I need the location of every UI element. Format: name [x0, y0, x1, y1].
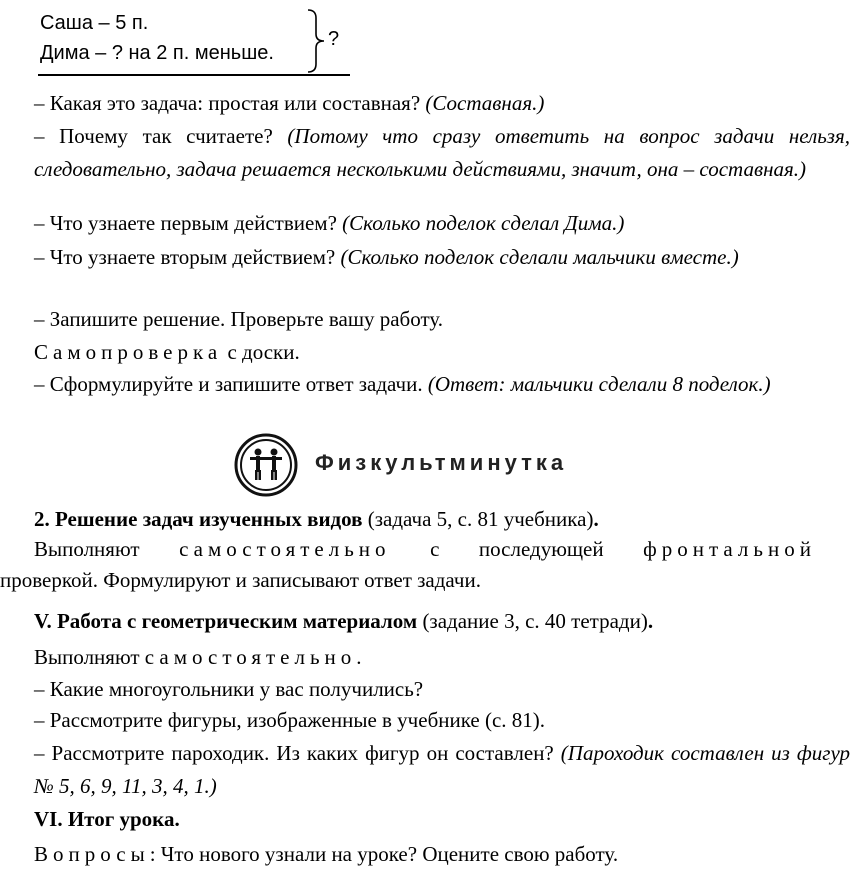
question-text: – Что узнаете вторым действием? [34, 245, 336, 269]
answer-text: (Сколько поделок сделал Дима.) [342, 211, 625, 235]
section-title: V. Работа с геометрическим материалом [34, 609, 418, 633]
section-5-q2 [0, 704, 850, 737]
dialog-q3 [0, 207, 850, 240]
answer-text: (Потому что сразу ответить на вопрос задачи нельзя, следовательно, задача решается несколькими действиями, значит, она – составная.) [34, 124, 850, 181]
section-end: . [647, 609, 654, 633]
physical-break-label: Физкультминутка [315, 450, 568, 475]
answer-text: (Ответ: мальчики сделали 8 поделок.) [427, 372, 771, 396]
question-text: – Сформулируйте и запишите ответ задачи. [34, 372, 423, 396]
word: с [430, 537, 440, 561]
section-end: . [593, 507, 599, 531]
section-ref: (задача 5, с. 81 учебника) [362, 507, 594, 531]
task-question-mark: ? [328, 28, 340, 50]
section-6-heading [0, 803, 850, 836]
physical-break-banner [233, 432, 653, 496]
section-6-questions [0, 838, 850, 871]
question-text: – Рассмотрите пароходик. Из каких фигур он составлен? [34, 741, 554, 765]
question-text: – Рассмотрите фигуры, изображенные в учебнике (с. 81). [34, 708, 546, 732]
section-5-q3 [0, 737, 850, 803]
self-check [0, 336, 850, 369]
question-text: – Что узнаете первым действием? [34, 211, 337, 235]
answer-text: (Пароходик составлен из фигур № 5, 6, 9, 11, 3, 4, 1.) [34, 741, 850, 798]
dialog-p5 [0, 303, 850, 336]
task-condition [38, 8, 358, 78]
do-prefix: Выполняют [34, 645, 145, 669]
section-5-do [0, 641, 850, 674]
section-2-line2 [0, 568, 816, 593]
do-end: . [356, 645, 362, 669]
dialog-q6 [0, 368, 850, 401]
question-text: – Почему так считаете? [34, 124, 273, 148]
section-title: 2. Решение задач изученных видов [34, 507, 363, 531]
question-text: – Какие многоугольники у вас получились? [34, 677, 424, 701]
section-2-line1 [0, 537, 816, 562]
do-spaced: самостоятельно [144, 645, 357, 669]
questions-text: : Что нового узнали на уроке? Оцените свою работу. [149, 842, 619, 866]
dialog-q1 [0, 87, 850, 120]
answer-text: (Сколько поделок сделали мальчики вместе.) [340, 245, 739, 269]
task-underline [38, 74, 350, 76]
word: последующей [478, 537, 604, 561]
word-spaced: фронтальной [643, 537, 816, 561]
word-spaced: самостоятельно [179, 537, 391, 561]
task-line-dima: Дима – ? на 2 п. меньше. [40, 42, 274, 64]
question-text: – Какая это задача: простая или составная? [34, 91, 421, 115]
instruction-text: – Запишите решение. Проверьте вашу работу. [34, 307, 444, 331]
word: Выполняют [34, 537, 140, 561]
section-5-q1 [0, 673, 850, 706]
dialog-q4 [0, 241, 850, 274]
section-5-heading [0, 605, 850, 638]
section-2-text: проверкой. Формулируют и записывают ответ задачи. [0, 568, 481, 592]
answer-text: (Составная.) [425, 91, 545, 115]
self-check-rest: с доски. [222, 340, 300, 364]
questions-label: Вопросы [34, 842, 150, 866]
self-check-label: Самопроверка [34, 340, 223, 364]
dialog-q2 [0, 120, 850, 186]
task-line-sasha: Саша – 5 п. [40, 12, 149, 34]
section-2-heading [0, 503, 850, 536]
section-ref: (задание 3, с. 40 тетради) [417, 609, 648, 633]
exercise-people-icon [233, 432, 299, 498]
curly-brace-icon [306, 8, 328, 74]
section-title: VI. Итог урока. [34, 807, 180, 831]
